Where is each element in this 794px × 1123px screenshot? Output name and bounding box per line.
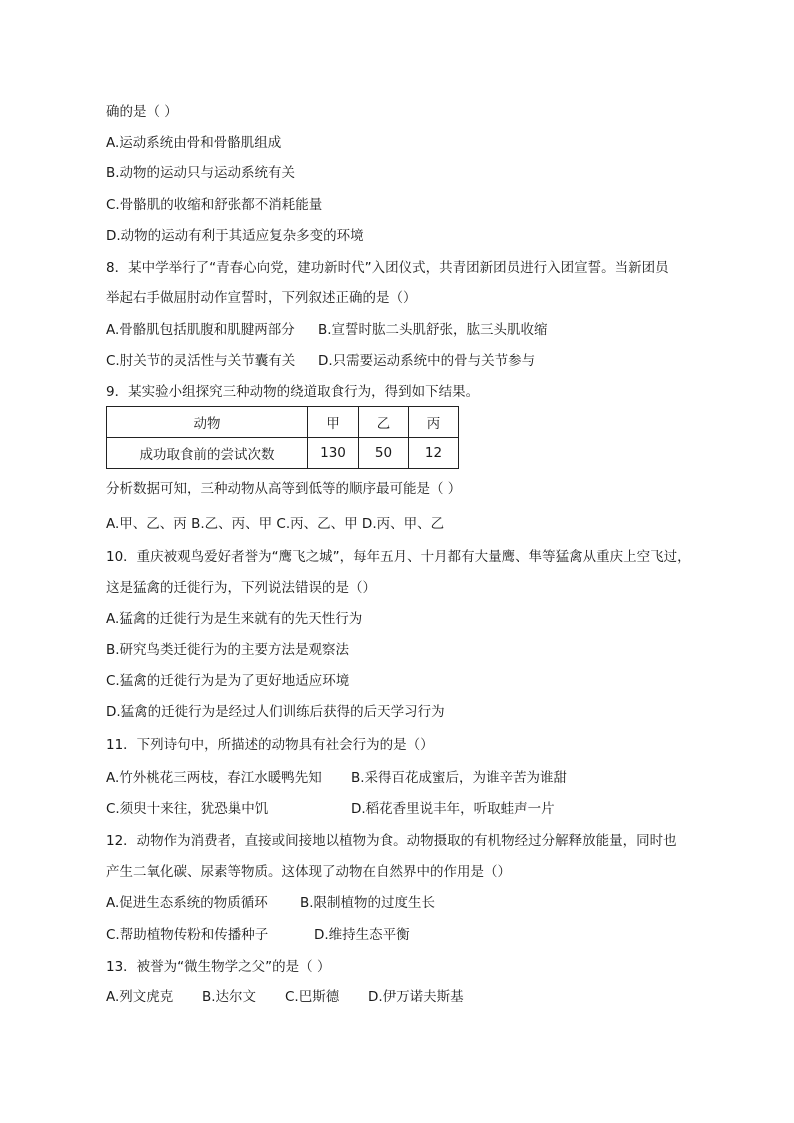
q11-option-b: B.采得百花成蜜后，为谁辛苦为谁甜 [351,770,568,786]
table-header-cell: 甲 [308,407,359,438]
q10-option-b: B.研究鸟类迁徙行为的主要方法是观察法 [106,642,350,658]
q13-stem: 13．被誉为“微生物学之父”的是（ ） [106,959,331,975]
table-cell: 50 [359,438,409,469]
q10-stem-line2: 这是猛禽的迁徙行为，下列说法错误的是（） [106,580,376,596]
q7-option-b: B.动物的运动只与运动系统有关 [106,165,296,181]
table-header-cell: 丙 [409,407,459,438]
q12-option-c: C.帮助植物传粉和传播种子 [106,927,269,943]
table-row [107,438,459,469]
q13-option-d: D.伊万诺夫斯基 [368,989,464,1005]
q8-option-c: C.肘关节的灵活性与关节囊有关 [106,353,296,369]
q11-option-d: D.稻花香里说丰年，听取蛙声一片 [351,801,555,817]
q12-stem-line1: 12．动物作为消费者，直接或间接地以植物为食。动物摄取的有机物经过分解释放能量，同时也 [106,833,677,849]
table-header-cell: 乙 [359,407,409,438]
q11-option-a: A.竹外桃花三两枝，春江水暖鸭先知 [106,770,322,786]
q7-option-a: A.运动系统由骨和骨骼肌组成 [106,135,282,151]
q8-option-b: B.宣誓时肱二头肌舒张，肱三头肌收缩 [318,322,548,338]
table-header-cell: 动物 [107,407,308,438]
q11-stem: 11．下列诗句中，所描述的动物具有社会行为的是（） [106,737,434,753]
table-cell: 12 [409,438,459,469]
q13-option-b: B.达尔文 [202,989,257,1005]
q9-stem: 9．某实验小组探究三种动物的绕道取食行为，得到如下结果。 [106,384,480,400]
table-cell: 130 [308,438,359,469]
q13-option-a: A.列文虎克 [106,989,174,1005]
table-header-row [107,407,459,438]
q11-option-c: C.须臾十来往，犹恐巢中饥 [106,801,269,817]
q12-option-a: A.促进生态系统的物质循环 [106,895,268,911]
q12-option-d: D.维持生态平衡 [314,927,410,943]
q8-stem-line1: 8．某中学举行了“青春心向党，建功新时代”入团仪式，共青团新团员进行入团宣誓。当新团员 [106,260,669,276]
q12-option-b: B.限制植物的过度生长 [300,895,436,911]
q8-option-d: D.只需要运动系统中的骨与关节参与 [318,353,536,369]
q12-stem-line2: 产生二氧化碳、尿素等物质。这体现了动物在自然界中的作用是（） [106,864,511,880]
q7-option-d: D.动物的运动有利于其适应复杂多变的环境 [106,228,364,244]
q10-stem-line1: 10．重庆被观鸟爱好者誉为“鹰飞之城”，每年五月、十月都有大量鹰、隼等猛禽从重庆上空飞过， [106,549,691,565]
q9-options: A.甲、乙、丙 B.乙、丙、甲 C.丙、乙、甲 D.丙、甲、乙 [106,516,445,532]
q7-option-c: C.骨骼肌的收缩和舒张都不消耗能量 [106,197,323,213]
q8-option-a: A.骨骼肌包括肌腹和肌腱两部分 [106,322,295,338]
q10-option-c: C.猛禽的迁徙行为是为了更好地适应环境 [106,673,350,689]
q10-option-d: D.猛禽的迁徙行为是经过人们训练后获得的后天学习行为 [106,704,445,720]
q9-data-table [106,406,459,469]
q13-option-c: C.巴斯德 [285,989,340,1005]
q10-option-a: A.猛禽的迁徙行为是生来就有的先天性行为 [106,611,363,627]
q8-stem-line2: 举起右手做屈肘动作宣誓时，下列叙述正确的是（） [106,290,417,306]
table-cell: 成功取食前的尝试次数 [107,438,308,469]
q7-stem-tail: 确的是（ ） [106,104,178,120]
q9-question: 分析数据可知，三种动物从高等到低等的顺序最可能是（ ） [106,481,462,497]
